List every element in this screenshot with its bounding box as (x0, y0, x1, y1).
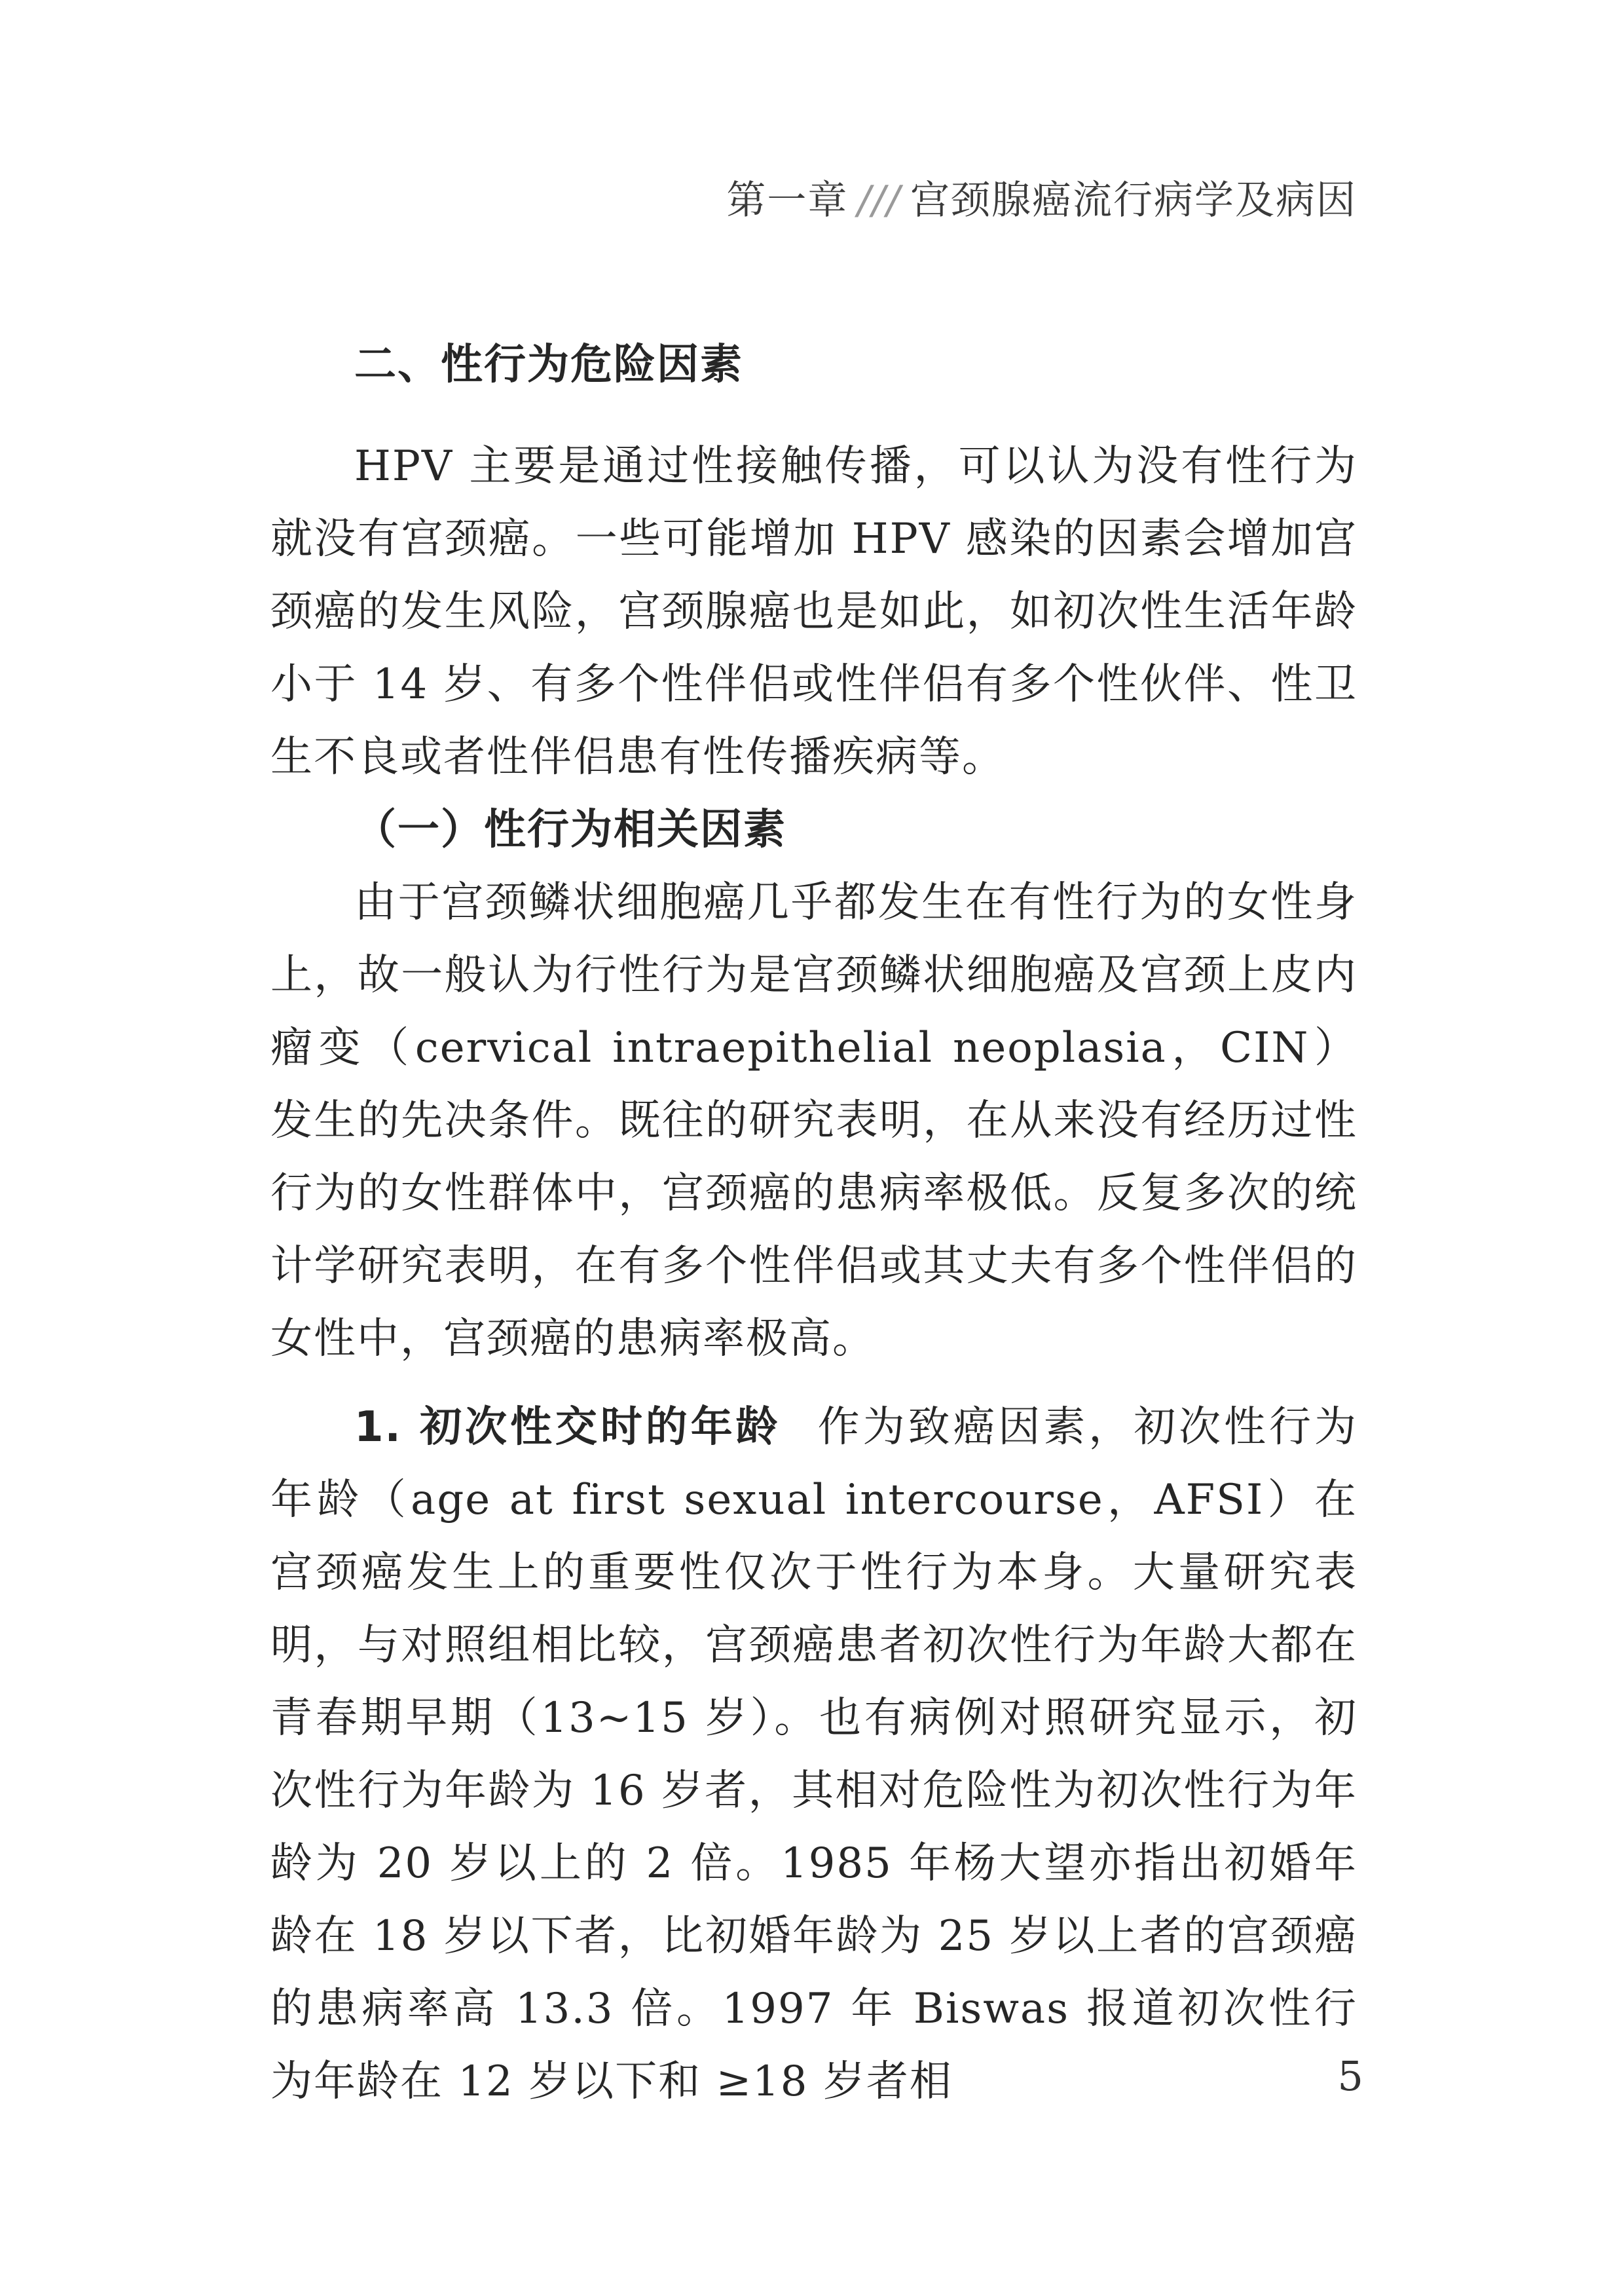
item1-paragraph (270, 1391, 1357, 2118)
chapter-label: 第一章 (726, 178, 849, 223)
item1-title: 1. 初次性交时的年龄 (354, 1403, 781, 1452)
chapter-title: 宫颈腺癌流行病学及病因 (910, 178, 1357, 223)
section-intro-paragraph: HPV 主要是通过性接触传播，可以认为没有性行为就没有宫颈癌。一些可能增加 HPV 感染的因素会增加宫颈癌的发生风险，宫颈腺癌也是如此，如初次性生活年龄小于 14 岁、有多个性伴侣或性伴侣有多个性伙伴、性卫生不良或者性伴侣患有性传播疾病等。 (270, 442, 1357, 781)
running-header (726, 169, 1357, 225)
section-heading: 二、性行为危险因素 (354, 341, 743, 389)
subsection-paragraph: 由于宫颈鳞状细胞癌几乎都发生在有性行为的女性身上，故一般认为行性行为是宫颈鳞状细胞癌及宫颈上皮内瘤变（cervical intraepithelial neoplasia，CIN）发生的先决条件。既往的研究表明，在从来没有经历过性行为的女性群体中，宫颈癌的患病率极低。反复多次的统计学研究表明，在有多个性伴侣或其丈夫有多个性伴侣的女性中，宫颈癌的患病率极高。 (270, 878, 1357, 1363)
paragraph-gap (270, 1376, 1357, 1391)
subsection-heading: （一）性行为相关因素 (354, 806, 786, 854)
page-number: 5 (1337, 2052, 1363, 2100)
page-body (270, 329, 1357, 2118)
header-separator: /// (857, 178, 901, 223)
item1-text: 作为致癌因素，初次性行为年龄（age at first sexual intercourse，AFSI）在宫颈癌发生上的重要性仅次于性行为本身。大量研究表明，与对照组相比较，宫颈癌患者初次性行为年龄大都在青春期早期（13~15 岁）。也有病例对照研究显示，初次性行为年龄为 16 岁者，其相对危险性为初次性行为年龄为 20 岁以上的 2 倍。1985 年杨大望亦指出初婚年龄在 18 岁以下者，比初婚年龄为 25 岁以上者的宫颈癌的患病率高 13.3 倍。1997 年 Biswas 报道初次性行为年龄在 12 岁以下和 ≥18 岁者相 (270, 1403, 1358, 2106)
